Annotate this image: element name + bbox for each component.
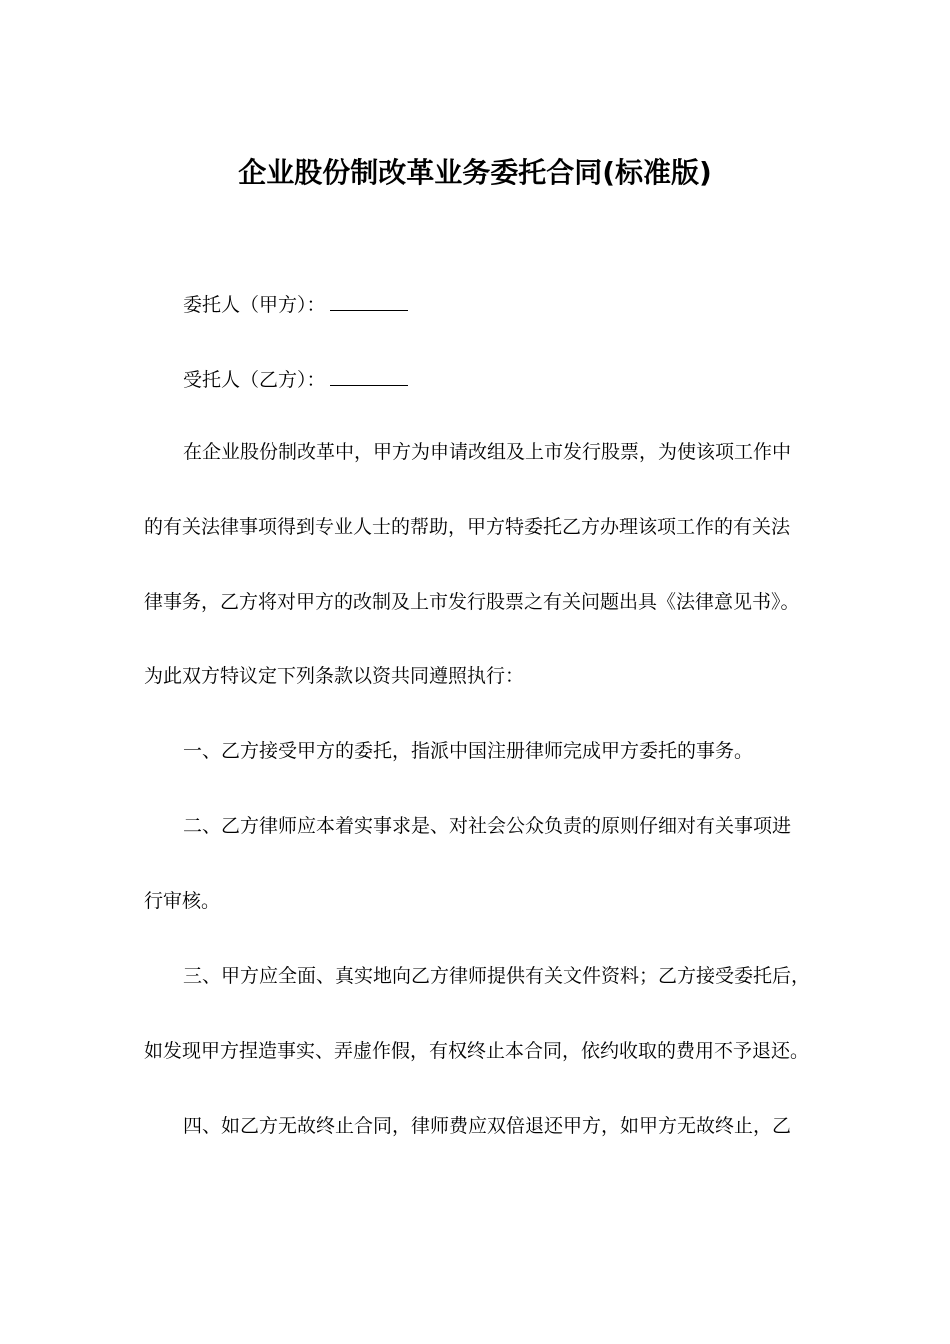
principal-blank: [330, 288, 408, 311]
preamble-line: 的有关法律事项得到专业人士的帮助，甲方特委托乙方办理该项工作的有关法: [144, 516, 791, 538]
clause-3-line: 如发现甲方捏造事实、弄虚作假，有权终止本合同，依约收取的费用不予退还。: [144, 1040, 810, 1062]
clause-1-line: 一、乙方接受甲方的委托，指派中国注册律师完成甲方委托的事务。: [183, 740, 754, 762]
clause-2-line: 行审核。: [144, 890, 221, 912]
document-title: 企业股份制改革业务委托合同(标准版): [238, 156, 712, 189]
clause-3-line: 三、甲方应全面、真实地向乙方律师提供有关文件资料；乙方接受委托后，: [183, 965, 811, 987]
preamble-line: 律事务，乙方将对甲方的改制及上市发行股票之有关问题出具《法律意见书》。: [144, 591, 800, 613]
principal-line: [183, 288, 950, 320]
agent-blank: [330, 363, 408, 386]
preamble-line: 为此双方特议定下列条款以资共同遵照执行：: [144, 665, 525, 687]
clause-4-line: 四、如乙方无故终止合同，律师费应双倍退还甲方，如甲方无故终止，乙: [183, 1115, 792, 1137]
clause-2-line: 二、乙方律师应本着实事求是、对社会公众负责的原则仔细对有关事项进: [183, 815, 792, 837]
preamble-line: 在企业股份制改革中，甲方为申请改组及上市发行股票，为使该项工作中: [183, 441, 792, 463]
principal-label: 委托人（甲方）：: [183, 294, 326, 316]
agent-line: [183, 363, 950, 395]
agent-label: 受托人（乙方）：: [183, 369, 326, 391]
